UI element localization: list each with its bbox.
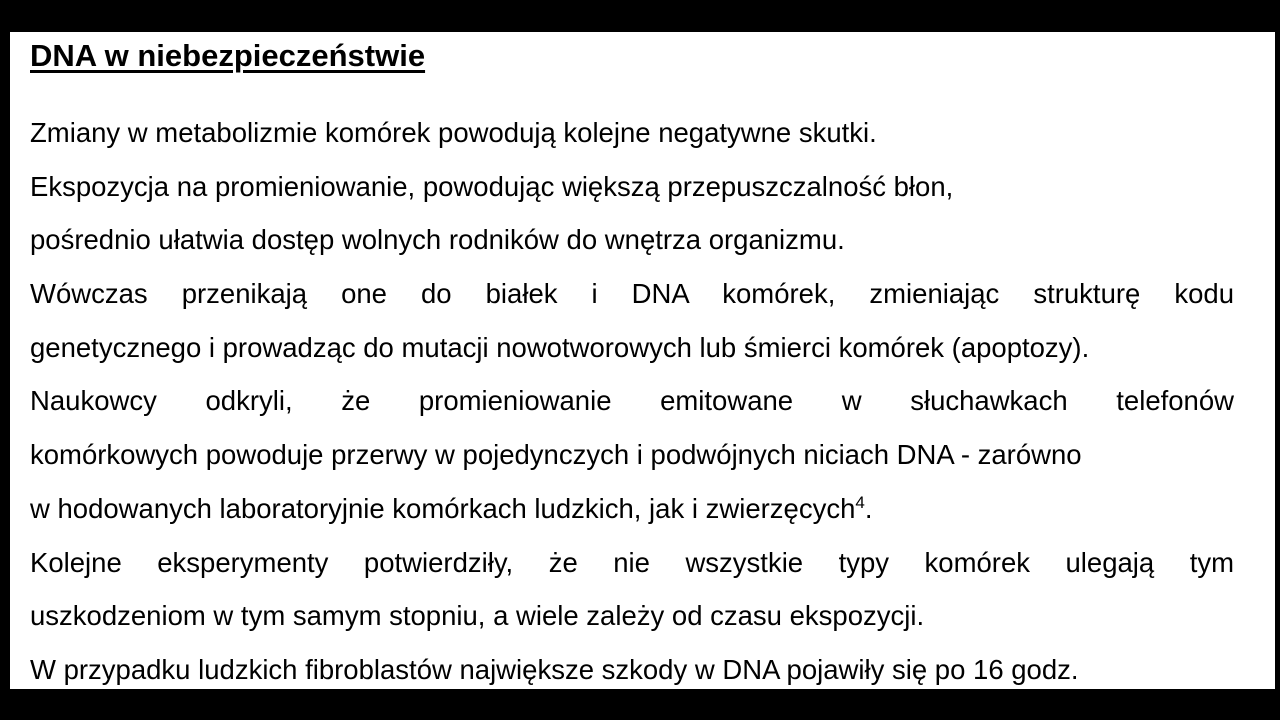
footnote-reference: 4 bbox=[855, 492, 865, 512]
document-page bbox=[10, 32, 1275, 689]
text-line-9: Kolejne eksperymenty potwierdziły, że nie wszystkie typy komórek ulegają tym bbox=[30, 546, 1234, 578]
text-line-11: W przypadku ludzkich fibroblastów największe szkody w DNA pojawiły się po 16 godz. bbox=[30, 653, 1079, 685]
text-line-7: komórkowych powoduje przerwy w pojedynczych i podwójnych niciach DNA - zarówno bbox=[30, 439, 1082, 471]
document-body bbox=[30, 106, 1234, 689]
text-line-2: Ekspozycja na promieniowanie, powodując większą przepuszczalność błon, bbox=[30, 170, 954, 202]
text-line-6: Naukowcy odkryli, że promieniowanie emitowane w słuchawkach telefonów bbox=[30, 385, 1234, 417]
document-heading: DNA w niebezpieczeństwie bbox=[30, 38, 426, 73]
text-line-3: pośrednio ułatwia dostęp wolnych rodników do wnętrza organizmu. bbox=[30, 224, 845, 256]
text-line-8-content: w hodowanych laboratoryjnie komórkach ludzkich, jak i zwierzęcych bbox=[30, 492, 856, 524]
text-line-10: uszkodzeniom w tym samym stopniu, a wiele zależy od czasu ekspozycji. bbox=[30, 600, 925, 632]
text-line-4: Wówczas przenikają one do białek i DNA komórek, zmieniając strukturę kodu bbox=[30, 278, 1234, 310]
text-line-8 bbox=[30, 482, 1234, 536]
text-line-8-end: . bbox=[864, 492, 873, 524]
text-line-1: Zmiany w metabolizmie komórek powodują kolejne negatywne skutki. bbox=[30, 117, 877, 148]
text-line-5: genetycznego i prowadząc do mutacji nowotworowych lub śmierci komórek (apoptozy). bbox=[30, 331, 1090, 363]
